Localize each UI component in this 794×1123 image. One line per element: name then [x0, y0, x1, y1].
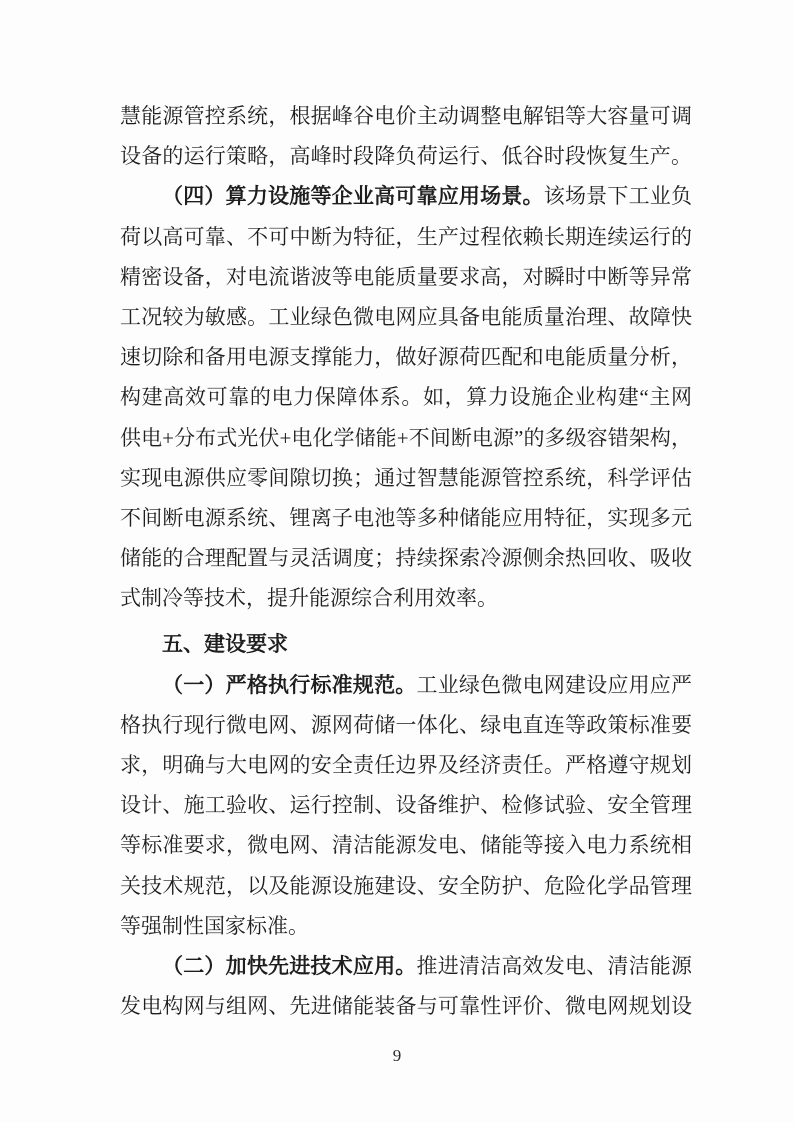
text-run: 发电构网与组网、先进储能装备与可靠性评价、微电网规划设	[120, 994, 692, 1019]
text-run: 设计、施工验收、运行控制、设备维护、检修试验、安全管理	[120, 793, 692, 818]
page-body	[120, 96, 692, 1026]
text-run: 精密设备，对电流谐波等电能质量要求高，对瞬时中断等异常	[120, 264, 692, 289]
text-line	[120, 906, 692, 946]
text-line	[120, 217, 692, 257]
text-line	[120, 136, 692, 176]
text-run: 慧能源管控系统，根据峰谷电价主动调整电解铝等大容量可调	[120, 104, 692, 128]
text-line	[120, 785, 692, 825]
text-run: 设备的运行策略，高峰时段降负荷运行、低谷时段恢复生产。	[120, 144, 692, 169]
text-run: 推进清洁高效发电、清洁能源	[416, 953, 692, 978]
text-run: 工况较为敏感。工业绿色微电网应具备电能质量治理、故障快	[120, 304, 692, 329]
text-run: 实现电源供应零间隙切换；通过智慧能源管控系统，科学评估	[120, 465, 692, 490]
text-line	[120, 498, 692, 538]
text-line	[120, 578, 692, 618]
text-line	[120, 665, 692, 705]
text-run: 工业绿色微电网建设应用应严	[416, 672, 692, 697]
text-line	[120, 866, 692, 906]
text-run: 等强制性国家标准。	[120, 913, 309, 938]
text-line	[120, 337, 692, 377]
page-number: 9	[392, 1046, 402, 1065]
text-line	[120, 986, 692, 1026]
text-line	[120, 257, 692, 297]
text-run: 格执行现行微电网、源网荷储一体化、绿电直连等政策标准要	[120, 712, 692, 737]
text-run: 关技术规范，以及能源设施建设、安全防护、危险化学品管理	[120, 873, 692, 898]
bold-run: （四）算力设施等企业高可靠应用场景。	[162, 184, 544, 209]
text-line	[120, 176, 692, 216]
text-line	[120, 458, 692, 498]
bold-run: （一）严格执行标准规范。	[162, 672, 417, 697]
text-line	[120, 418, 692, 458]
text-line	[120, 297, 692, 337]
bold-run: （二）加快先进技术应用。	[162, 953, 417, 978]
text-run: 构建高效可靠的电力保障体系。如，算力设施企业构建“主网	[120, 385, 692, 410]
text-run: 储能的合理配置与灵活调度；持续探索冷源侧余热回收、吸收	[120, 546, 692, 571]
text-run: 式制冷等技术，提升能源综合利用效率。	[120, 586, 498, 611]
text-run: 求，明确与大电网的安全责任边界及经济责任。严格遵守规划	[120, 753, 692, 777]
text-line	[120, 377, 692, 417]
text-line	[120, 96, 692, 136]
text-run: 该场景下工业负	[543, 184, 692, 209]
text-run: 速切除和备用电源支撑能力，做好源荷匹配和电能质量分析，	[120, 345, 692, 370]
bold-run: 五、建设要求	[162, 633, 288, 657]
text-line	[120, 745, 692, 785]
text-run: 等标准要求，微电网、清洁能源发电、储能等接入电力系统相	[120, 833, 692, 858]
text-line	[120, 946, 692, 986]
text-line	[120, 538, 692, 578]
text-run: 供电+分布式光伏+电化学储能+不间断电源”的多级容错架构，	[120, 425, 692, 450]
text-run: 荷以高可靠、不可中断为特征，生产过程依赖长期连续运行的	[120, 224, 692, 249]
section-heading	[120, 624, 692, 664]
text-line	[120, 705, 692, 745]
text-line	[120, 825, 692, 865]
text-run: 不间断电源系统、锂离子电池等多种储能应用特征，实现多元	[120, 505, 692, 530]
